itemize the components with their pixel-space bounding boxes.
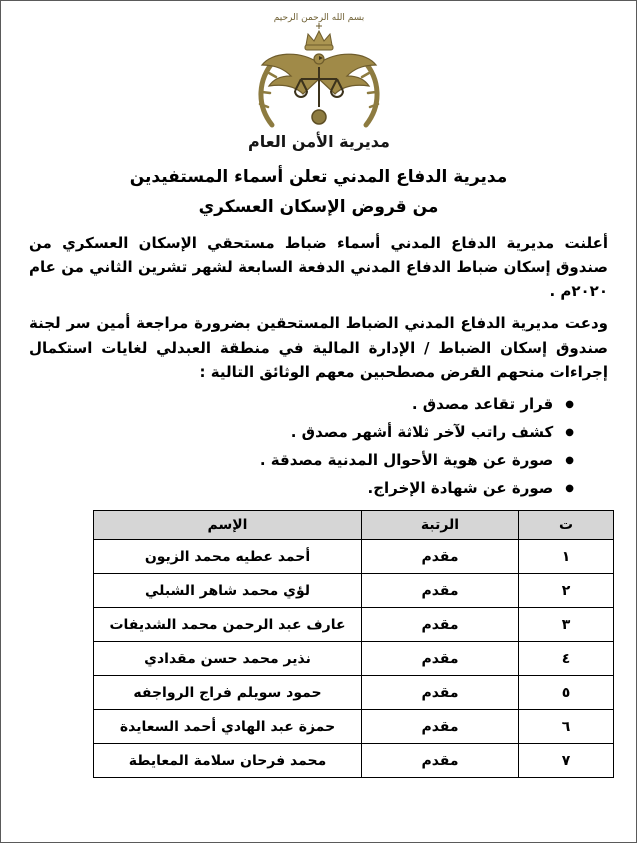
row-index: ٥ xyxy=(519,676,614,710)
row-name: حمزة عبد الهادي أحمد السعايدة xyxy=(94,710,362,744)
table-row xyxy=(94,744,614,778)
page-title xyxy=(23,163,614,223)
row-rank: مقدم xyxy=(362,574,519,608)
public-security-emblem xyxy=(214,7,424,159)
row-name: نذير محمد حسن مقدادي xyxy=(94,642,362,676)
row-rank: مقدم xyxy=(362,676,519,710)
row-index: ٧ xyxy=(519,744,614,778)
row-name: حمود سويلم فراج الرواجفه xyxy=(94,676,362,710)
paragraph-announcement: أعلنت مديرية الدفاع المدني أسماء ضباط مستحقي الإسكان العسكري من صندوق إسكان ضباط الدفاع المدني الدفعة السابعة لشهر تشرين الثاني من عام ٢٠٢٠م . xyxy=(29,233,608,301)
title-line-2: من قروض الإسكان العسكري xyxy=(198,196,439,217)
row-name: لؤي محمد شاهر الشبلي xyxy=(94,574,362,608)
row-index: ١ xyxy=(519,540,614,574)
table-row xyxy=(94,608,614,642)
header-name: الإسم xyxy=(94,511,362,540)
list-item: ● صورة عن هوية الأحوال المدنية مصدقة . xyxy=(23,448,574,472)
row-rank: مقدم xyxy=(362,540,519,574)
row-rank: مقدم xyxy=(362,608,519,642)
row-index: ٢ xyxy=(519,574,614,608)
badge-roundel xyxy=(312,110,326,124)
row-name: عارف عبد الرحمن محمد الشديفات xyxy=(94,608,362,642)
royal-motto-script: بسم الله الرحمن الرحيم xyxy=(273,13,364,23)
list-item: ● صورة عن شهادة الإخراج. xyxy=(23,476,574,500)
table-row xyxy=(94,540,614,574)
header-index: ت xyxy=(519,511,614,540)
row-name: محمد فرحان سلامة المعايطة xyxy=(94,744,362,778)
row-index: ٣ xyxy=(519,608,614,642)
paragraph-instructions: ودعت مديرية الدفاع المدني الضباط المستحقين بضرورة مراجعة أمين سر لجنة صندوق إسكان الضباط / الإدارة المالية في منطقة العبدلي لغايات استكمال إجراءات منحهم القرض مصطحبين معهم الوثائق التالية : xyxy=(29,314,608,381)
table-row xyxy=(94,642,614,676)
list-item: ● كشف راتب لآخر ثلاثة أشهر مصدق . xyxy=(23,420,574,444)
emblem-block xyxy=(23,7,614,159)
row-index: ٦ xyxy=(519,710,614,744)
beneficiaries-table xyxy=(93,510,614,778)
table-row xyxy=(94,574,614,608)
crown-icon xyxy=(305,23,333,50)
row-rank: مقدم xyxy=(362,744,519,778)
header-rank: الرتبة xyxy=(362,511,519,540)
row-index: ٤ xyxy=(519,642,614,676)
table-header xyxy=(94,511,614,540)
list-item: ● قرار تقاعد مصدق . xyxy=(23,392,574,416)
emblem-caption: مديرية الأمن العام xyxy=(247,132,390,151)
row-rank: مقدم xyxy=(362,710,519,744)
table-row xyxy=(94,676,614,710)
required-documents-list xyxy=(23,392,574,500)
row-name: أحمد عطيه محمد الزيون xyxy=(94,540,362,574)
table-row xyxy=(94,710,614,744)
title-line-1: مديرية الدفاع المدني تعلن أسماء المستفيدين xyxy=(129,167,508,187)
row-rank: مقدم xyxy=(362,642,519,676)
